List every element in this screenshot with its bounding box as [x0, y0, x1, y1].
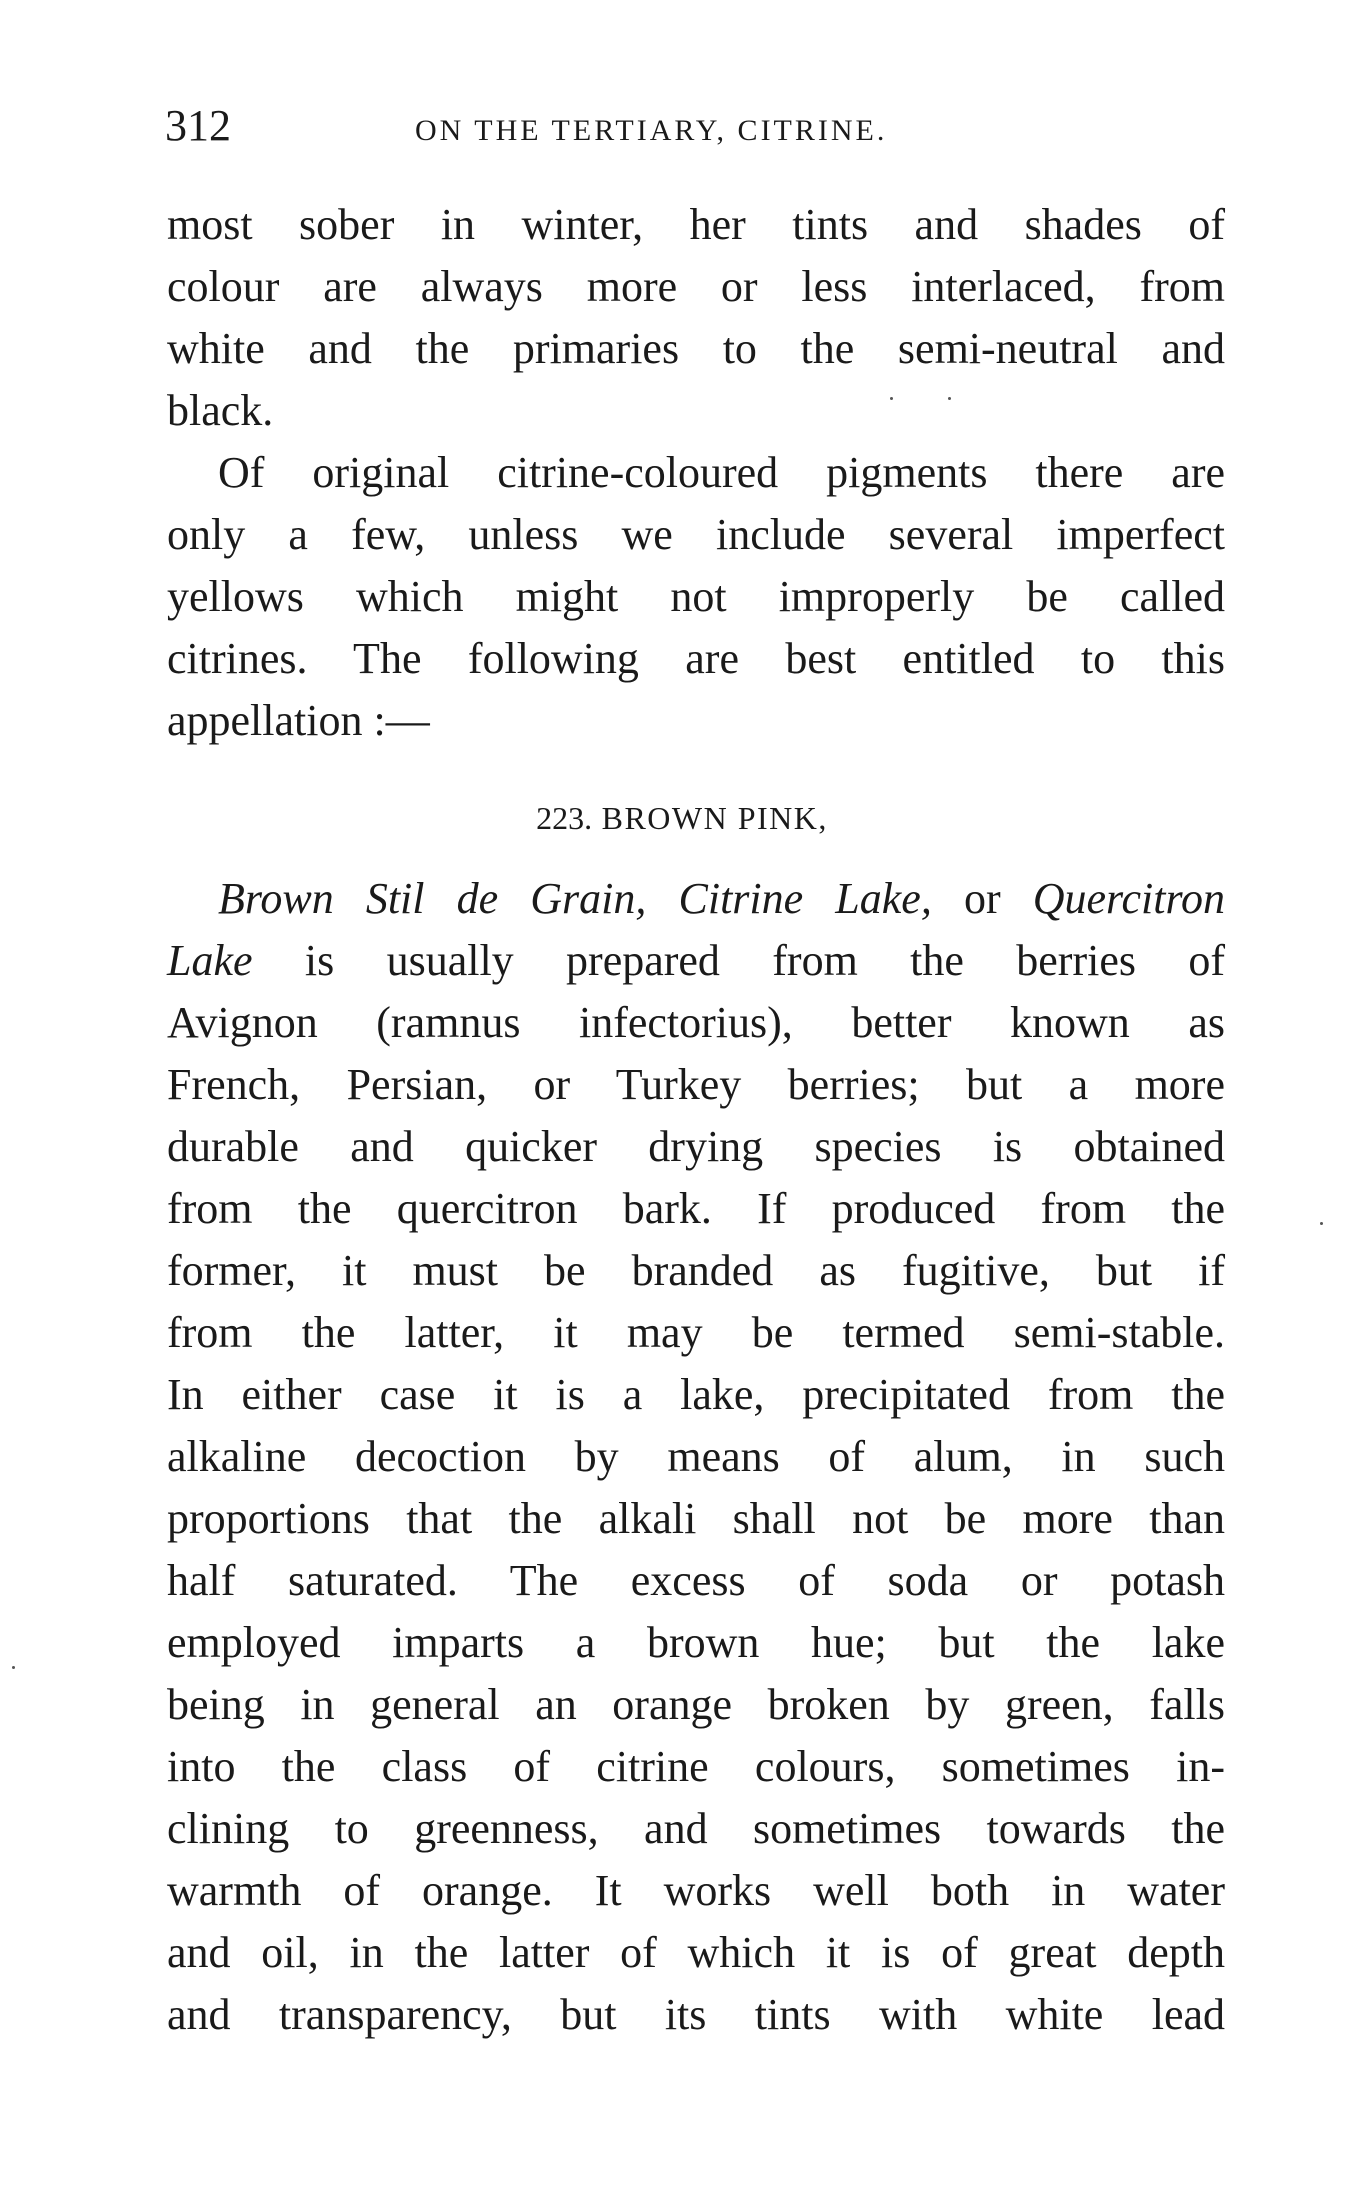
- text-line: yellows which might not improperly be called: [167, 572, 1225, 621]
- text-line: [167, 930, 1225, 992]
- text-line: being in general an orange broken by green, falls: [167, 1680, 1225, 1729]
- text-line: clining to greenness, and sometimes towards the: [167, 1804, 1225, 1853]
- text-fragment: is usually prepared from the berries of: [252, 936, 1225, 985]
- text-line: Avignon (ramnus infectorius), better known as: [167, 998, 1225, 1047]
- text-fragment: or: [931, 874, 1033, 923]
- section-title: BROWN PINK,: [601, 800, 828, 836]
- text-line: only a few, unless we include several imperfect: [167, 510, 1225, 559]
- section-number: 223.: [536, 800, 593, 836]
- text-line: and transparency, but its tints with white lead: [167, 1990, 1225, 2039]
- text-line: colour are always more or less interlaced, from: [167, 262, 1225, 311]
- text-line: from the quercitron bark. If produced from the: [167, 1184, 1225, 1233]
- text-line: most sober in winter, her tints and shades of: [167, 200, 1225, 249]
- text-line: employed imparts a brown hue; but the lake: [167, 1618, 1225, 1667]
- text-line: alkaline decoction by means of alum, in such: [167, 1432, 1225, 1481]
- scan-speck: [948, 397, 951, 400]
- scan-speck: [1320, 1222, 1323, 1225]
- pigment-name: Quercitron: [1032, 874, 1225, 923]
- text-line: warmth of orange. It works well both in water: [167, 1866, 1225, 1915]
- text-line: former, it must be branded as fugitive, but if: [167, 1246, 1225, 1295]
- running-head: [165, 100, 1225, 160]
- scan-speck: [12, 1666, 15, 1669]
- text-line: proportions that the alkali shall not be more than: [167, 1494, 1225, 1543]
- text-line: Of original citrine-coloured pigments there are: [218, 448, 1225, 497]
- text-line: In either case it is a lake, precipitated from the: [167, 1370, 1225, 1419]
- running-title: ON THE TERTIARY, CITRINE.: [415, 114, 888, 147]
- text-line: and oil, in the latter of which it is of great depth: [167, 1928, 1225, 1977]
- pigment-names: Brown Stil de Grain, Citrine Lake,: [218, 874, 932, 923]
- section-heading: [0, 800, 1364, 837]
- text-line: [218, 868, 1225, 930]
- text-line: durable and quicker drying species is obtained: [167, 1122, 1225, 1171]
- text-line: citrines. The following are best entitled to this: [167, 634, 1225, 683]
- text-line: from the latter, it may be termed semi-stable.: [167, 1308, 1225, 1357]
- text-line: black.: [167, 386, 274, 435]
- text-line: French, Persian, or Turkey berries; but a more: [167, 1060, 1225, 1109]
- text-line: white and the primaries to the semi-neutral and: [167, 324, 1225, 373]
- pigment-name-continued: Lake: [167, 936, 253, 985]
- text-line: appellation :—: [167, 696, 430, 745]
- text-line: into the class of citrine colours, sometimes in-: [167, 1742, 1225, 1791]
- text-line: half saturated. The excess of soda or potash: [167, 1556, 1225, 1605]
- scan-speck: [890, 397, 893, 400]
- page-number: 312: [165, 101, 231, 150]
